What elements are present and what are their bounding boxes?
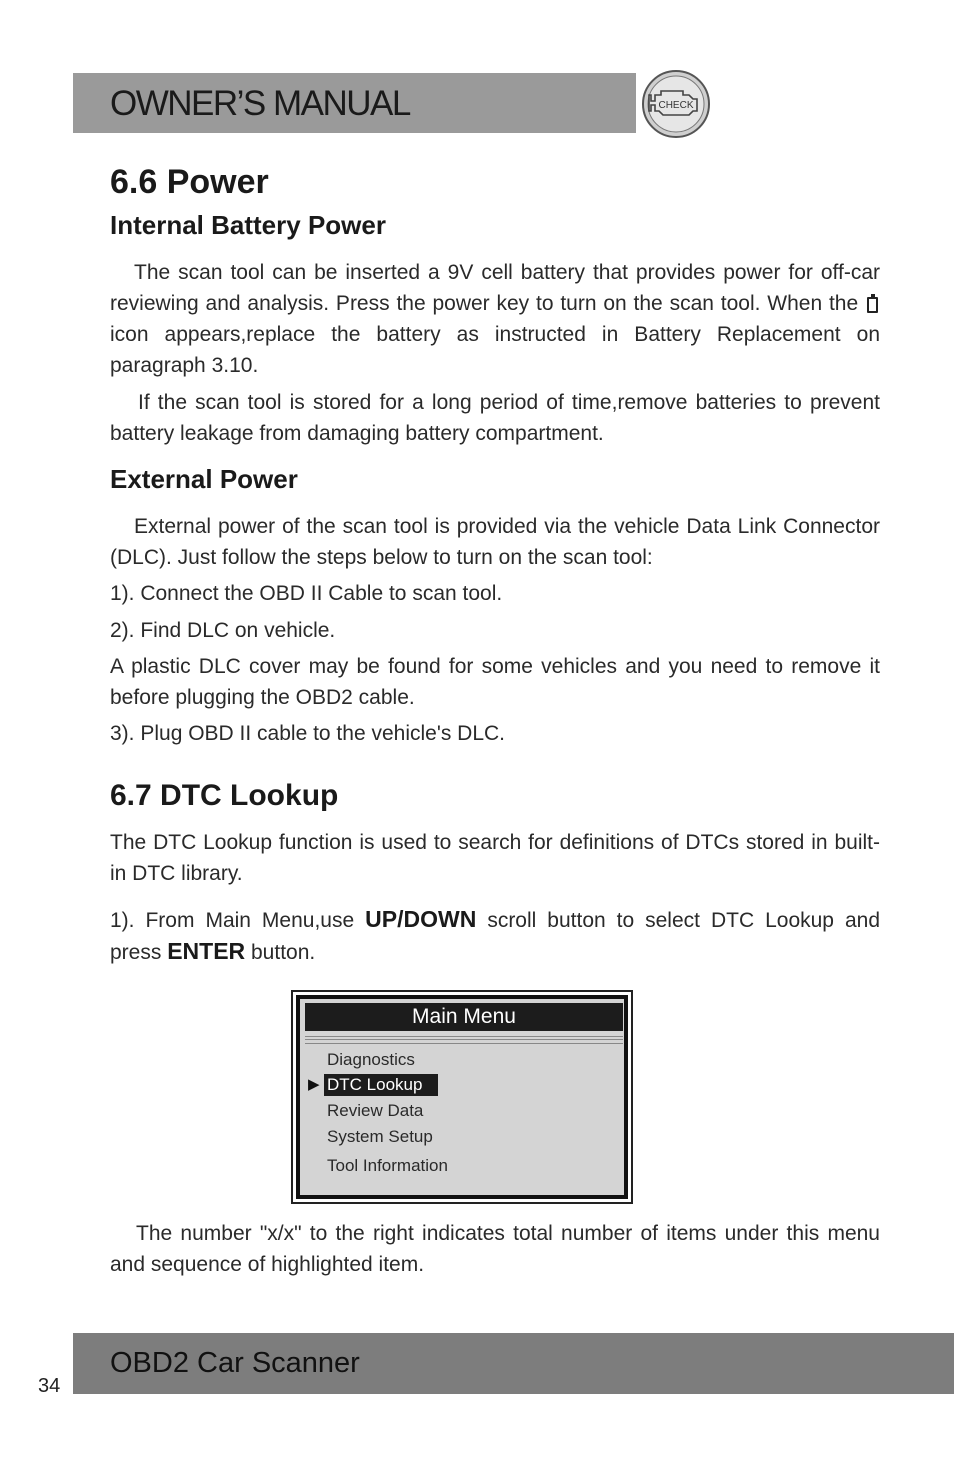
internal-battery-text-b: icon appears,replace the battery as instructed in Battery Replacement on paragraph 3.10. bbox=[110, 323, 880, 377]
screen-title: Main Menu bbox=[305, 1003, 623, 1031]
check-label: CHECK bbox=[658, 100, 694, 111]
dtc-step-text-a: 1). From Main Menu,use bbox=[110, 909, 355, 932]
battery-icon bbox=[867, 297, 878, 313]
scanner-screen bbox=[291, 990, 633, 1204]
menu-item-review-data[interactable]: Review Data bbox=[327, 1101, 424, 1120]
dtc-step-text-c: button. bbox=[251, 941, 316, 964]
menu-item-tool-information[interactable]: Tool Information bbox=[327, 1156, 448, 1175]
check-engine-icon bbox=[641, 69, 711, 139]
subheading-external-power: External Power bbox=[110, 464, 298, 494]
item-count-paragraph: The number "x/x" to the right indicates total number of items under this menu and sequence of highlighted item. bbox=[110, 1222, 880, 1276]
selection-arrow-icon: ▶ bbox=[308, 1076, 320, 1093]
section-heading-power: 6.6 Power bbox=[110, 163, 269, 201]
dtc-lookup-paragraph: The DTC Lookup function is used to search for definitions of DTCs stored in built-in DTC library. bbox=[110, 831, 880, 885]
step-find-dlc: 2). Find DLC on vehicle. bbox=[110, 619, 336, 642]
dlc-cover-note: A plastic DLC cover may be found for some vehicles and you need to remove it before plugging the OBD2 cable. bbox=[110, 655, 880, 709]
menu-item-system-setup[interactable]: System Setup bbox=[327, 1127, 433, 1146]
internal-battery-paragraph bbox=[110, 257, 880, 381]
section-heading-dtc-lookup: 6.7 DTC Lookup bbox=[110, 779, 339, 812]
menu-item-diagnostics[interactable]: Diagnostics bbox=[327, 1050, 415, 1069]
footer-title: OBD2 Car Scanner bbox=[110, 1347, 360, 1379]
page-number: 34 bbox=[38, 1375, 61, 1397]
step-plug-cable: 3). Plug OBD II cable to the vehicle's DLC. bbox=[110, 722, 506, 745]
screen-divider bbox=[305, 1036, 623, 1044]
subheading-internal-battery: Internal Battery Power bbox=[110, 210, 386, 240]
step-connect-cable: 1). Connect the OBD II Cable to scan tool. bbox=[110, 582, 503, 605]
dtc-step-text-b: scroll button to select DTC Lookup and press bbox=[110, 909, 880, 964]
storage-paragraph: If the scan tool is stored for a long period of time,remove batteries to prevent battery leakage from damaging battery compartment. bbox=[110, 391, 880, 445]
up-down-key: UP/DOWN bbox=[365, 906, 477, 932]
external-power-paragraph: External power of the scan tool is provided via the vehicle Data Link Connector (DLC). Just follow the steps below to turn on the scan tool: bbox=[110, 515, 880, 569]
dtc-step-paragraph bbox=[110, 904, 880, 968]
internal-battery-text-a: The scan tool can be inserted a 9V cell battery that provides power for off-car reviewing and analysis. Press the power key to turn on the scan tool. When the bbox=[110, 261, 880, 315]
manual-title: OWNER’S MANUAL bbox=[110, 84, 410, 123]
menu-item-dtc-lookup[interactable]: DTC Lookup bbox=[324, 1074, 438, 1096]
scanner-screen-display bbox=[296, 995, 628, 1199]
enter-key: ENTER bbox=[167, 938, 246, 964]
